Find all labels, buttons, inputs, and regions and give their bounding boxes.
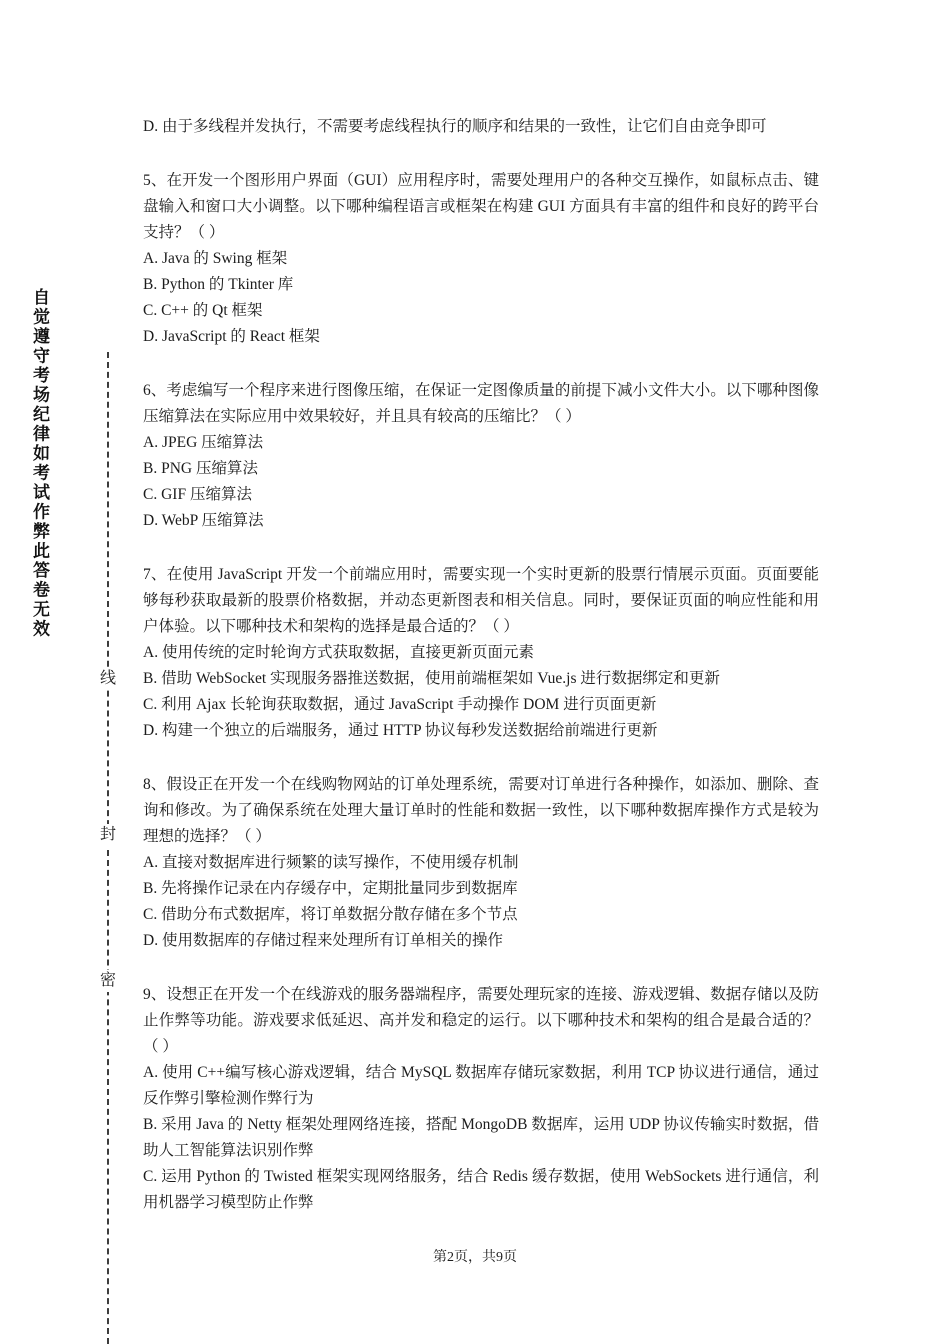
question-8-option-d: D. 使用数据库的存储过程来处理所有订单相关的操作: [143, 932, 503, 949]
question-9-option-c: C. 运用 Python 的 Twisted 框架实现网络服务，结合 Redis 缓存数据，使用 WebSockets 进行通信，利用机器学习模型防止作弊: [143, 1168, 819, 1211]
question-9: [143, 982, 819, 1216]
question-6-option-c: C. GIF 压缩算法: [143, 486, 252, 503]
seal-char-xian: 线: [98, 668, 118, 690]
question-5-stem: 5、在开发一个图形用户界面（GUI）应用程序时，需要处理用户的各种交互操作，如鼠标点击、键盘输入和窗口大小调整。以下哪种编程语言或框架在构建 GUI 方面具有丰富的组件和良好的跨平台支持？（ ）: [143, 172, 819, 241]
question-7-stem: 7、在使用 JavaScript 开发一个前端应用时，需要实现一个实时更新的股票行情展示页面。页面要能够每秒获取最新的股票价格数据，并动态更新图表和相关信息。同时，要保证页面的响应性能和用户体验。以下哪种技术和架构的选择是最合适的？（ ）: [143, 566, 819, 635]
question-8: [143, 772, 819, 954]
question-9-stem: 9、设想正在开发一个在线游戏的服务器端程序，需要处理玩家的连接、游戏逻辑、数据存储以及防止作弊等功能。游戏要求低延迟、高并发和稳定的运行。以下哪种技术和架构的组合是最合适的？（ ）: [143, 986, 819, 1055]
exam-content: [143, 114, 819, 1216]
question-5-option-a: A. Java 的 Swing 框架: [143, 250, 288, 267]
seal-dashed-line: [99, 352, 116, 1344]
seal-char-mi: 密: [98, 970, 118, 992]
question-5-option-b: B. Python 的 Tkinter 库: [143, 276, 294, 293]
question-8-option-b: B. 先将操作记录在内存缓存中，定期批量同步到数据库: [143, 880, 518, 897]
carryover-option-d: D. 由于多线程并发执行，不需要考虑线程执行的顺序和结果的一致性，让它们自由竞争即可: [143, 118, 767, 135]
question-9-option-a: A. 使用 C++编写核心游戏逻辑，结合 MySQL 数据库存储玩家数据，利用 TCP 协议进行通信，通过反作弊引擎检测作弊行为: [143, 1064, 819, 1107]
question-8-option-a: A. 直接对数据库进行频繁的读写操作，不使用缓存机制: [143, 854, 519, 871]
seal-char-feng: 封: [98, 824, 118, 846]
question-6-option-b: B. PNG 压缩算法: [143, 460, 258, 477]
exam-discipline-notice: 自觉遵守考场纪律如考试作弊此答卷无效: [30, 288, 49, 639]
question-5: [143, 168, 819, 350]
question-7-option-d: D. 构建一个独立的后端服务，通过 HTTP 协议每秒发送数据给前端进行更新: [143, 722, 658, 739]
question-7: [143, 562, 819, 744]
question-6-stem: 6、考虑编写一个程序来进行图像压缩，在保证一定图像质量的前提下减小文件大小。以下哪种图像压缩算法在实际应用中效果较好，并且具有较高的压缩比？（ ）: [143, 382, 819, 425]
question-9-option-b: B. 采用 Java 的 Netty 框架处理网络连接，搭配 MongoDB 数据库，运用 UDP 协议传输实时数据，借助人工智能算法识别作弊: [143, 1116, 819, 1159]
question-7-option-b: B. 借助 WebSocket 实现服务器推送数据，使用前端框架如 Vue.js 进行数据绑定和更新: [143, 670, 720, 687]
question-6-option-a: A. JPEG 压缩算法: [143, 434, 264, 451]
question-5-option-d: D. JavaScript 的 React 框架: [143, 328, 320, 345]
question-7-option-c: C. 利用 Ajax 长轮询获取数据，通过 JavaScript 手动操作 DOM 进行页面更新: [143, 696, 657, 713]
question-7-option-a: A. 使用传统的定时轮询方式获取数据，直接更新页面元素: [143, 644, 534, 661]
question-8-option-c: C. 借助分布式数据库，将订单数据分散存储在多个节点: [143, 906, 518, 923]
question-8-stem: 8、假设正在开发一个在线购物网站的订单处理系统，需要对订单进行各种操作，如添加、删除、查询和修改。为了确保系统在处理大量订单时的性能和数据一致性，以下哪种数据库操作方式是较为理想的选择？（ ）: [143, 776, 819, 845]
question-6: [143, 378, 819, 534]
question-5-option-c: C. C++ 的 Qt 框架: [143, 302, 263, 319]
question-6-option-d: D. WebP 压缩算法: [143, 512, 264, 529]
page-number: 第2页，共9页: [433, 1250, 517, 1265]
